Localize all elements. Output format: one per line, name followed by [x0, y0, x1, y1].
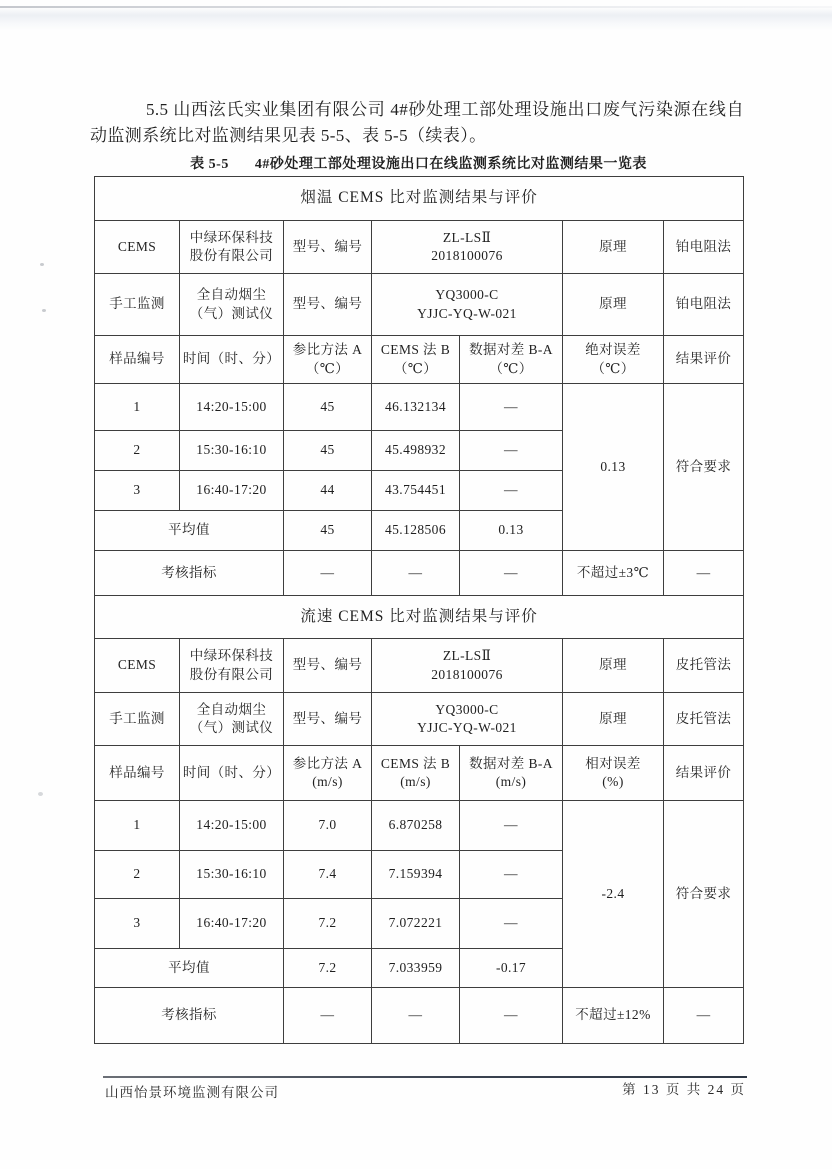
model-label: 型号、编号	[284, 639, 372, 693]
cems-company-line1: 中绿环保科技	[189, 648, 274, 664]
scan-speck	[40, 263, 44, 266]
time-range: 15:30-16:10	[180, 431, 284, 471]
table-row	[95, 384, 744, 431]
col-error-unit: (%)	[602, 774, 624, 789]
col-ref-unit: （℃）	[305, 360, 350, 376]
result-merged-value: 符合要求	[664, 801, 744, 988]
cems-model-line2: 2018100076	[431, 666, 503, 682]
assessment-result: —	[664, 988, 744, 1044]
col-error-unit: （℃）	[591, 360, 635, 376]
col-ref	[284, 336, 372, 384]
time-range: 16:40-17:20	[180, 899, 284, 949]
table-caption-title: 4#砂处理工部处理设施出口在线监测系统比对监测结果一览表	[254, 157, 647, 172]
col-time: 时间（时、分）	[180, 336, 284, 384]
assessment-dash: —	[460, 551, 563, 596]
manual-company	[180, 274, 284, 336]
manual-company	[180, 693, 284, 746]
cems-value: 46.132134	[372, 384, 460, 431]
table-caption-label: 表 5-5	[190, 157, 229, 172]
principle-label: 原理	[563, 221, 664, 274]
col-diff	[460, 746, 563, 801]
time-range: 14:20-15:00	[180, 384, 284, 431]
manual-label: 手工监测	[95, 274, 180, 336]
cems-model-line2: 2018100076	[431, 248, 503, 263]
ref-value: 44	[284, 471, 372, 511]
cems-principle: 铂电阻法	[664, 221, 744, 274]
col-ref-unit: (m/s)	[312, 774, 343, 789]
section2-title: 流速 CEMS 比对监测结果与评价	[95, 596, 744, 639]
scan-edge-line	[0, 6, 832, 8]
diff-value: —	[460, 384, 563, 431]
assessment-dash: —	[372, 988, 460, 1044]
manual-company-line1: 全自动烟尘	[196, 287, 267, 303]
cems-company-line2: 股份有限公司	[189, 248, 274, 263]
cems-model-line1: ZL-LSⅡ	[442, 229, 492, 245]
ref-value: 45	[284, 431, 372, 471]
col-ref-name: 参比方法 A	[292, 342, 363, 358]
model-label: 型号、编号	[284, 274, 372, 336]
average-cems: 45.128506	[372, 511, 460, 551]
comparison-table	[94, 176, 744, 1044]
manual-principle: 铂电阻法	[664, 274, 744, 336]
table-row	[95, 801, 744, 851]
average-label: 平均值	[95, 949, 284, 988]
average-ref: 7.2	[284, 949, 372, 988]
diff-value: —	[460, 899, 563, 949]
diff-value: —	[460, 851, 563, 899]
average-cems: 7.033959	[372, 949, 460, 988]
diff-value: —	[460, 801, 563, 851]
assessment-dash: —	[284, 988, 372, 1044]
cems-value: 7.072221	[372, 899, 460, 949]
manual-company-line1: 全自动烟尘	[196, 701, 267, 717]
error-merged-value: 0.13	[563, 384, 664, 551]
cems-company	[180, 221, 284, 274]
manual-model-line2: YJJC-YQ-W-021	[417, 720, 517, 735]
sample-no: 3	[95, 899, 180, 949]
section2-header-row	[95, 746, 744, 801]
intro-paragraph: 5.5 山西泫氏实业集团有限公司 4#砂处理工部处理设施出口废气污染源在线自动监测系统比对监测结果见表 5-5、表 5-5（续表）。	[90, 100, 744, 145]
table-caption	[94, 153, 743, 173]
average-label: 平均值	[95, 511, 284, 551]
manual-model	[372, 274, 563, 336]
scan-edge-artifact	[0, 7, 832, 31]
col-error-name: 相对误差	[585, 755, 641, 771]
principle-label: 原理	[563, 274, 664, 336]
cems-model	[372, 639, 563, 693]
col-cems-unit: (m/s)	[400, 774, 431, 789]
assessment-label: 考核指标	[95, 551, 284, 596]
model-label: 型号、编号	[284, 693, 372, 746]
sample-no: 1	[95, 384, 180, 431]
col-result: 结果评价	[664, 336, 744, 384]
cems-label: CEMS	[95, 221, 180, 274]
manual-model	[372, 693, 563, 746]
ref-value: 7.4	[284, 851, 372, 899]
col-diff-name: 数据对差 B-A	[469, 342, 553, 358]
assessment-row	[95, 551, 744, 596]
assessment-result: —	[664, 551, 744, 596]
cems-value: 7.159394	[372, 851, 460, 899]
section2-cems-equipment-row	[95, 639, 744, 693]
scan-speck	[38, 792, 43, 796]
col-ref-name: 参比方法 A	[292, 755, 363, 771]
cems-company-line2: 股份有限公司	[189, 666, 274, 682]
col-error-name: 绝对误差	[585, 342, 641, 358]
time-range: 16:40-17:20	[180, 471, 284, 511]
cems-value: 45.498932	[372, 431, 460, 471]
average-diff: -0.17	[460, 949, 563, 988]
cems-value: 6.870258	[372, 801, 460, 851]
section2-manual-equipment-row	[95, 693, 744, 746]
cems-model	[372, 221, 563, 274]
col-diff-unit: （℃）	[489, 360, 533, 376]
col-diff-name: 数据对差 B-A	[469, 755, 553, 771]
principle-label: 原理	[563, 639, 664, 693]
col-sample: 样品编号	[95, 746, 180, 801]
col-cems-unit: （℃）	[393, 360, 438, 376]
time-range: 15:30-16:10	[180, 851, 284, 899]
average-ref: 45	[284, 511, 372, 551]
assessment-label: 考核指标	[95, 988, 284, 1044]
cems-value: 43.754451	[372, 471, 460, 511]
section1-header-row	[95, 336, 744, 384]
assessment-dash: —	[372, 551, 460, 596]
error-merged-value: -2.4	[563, 801, 664, 988]
manual-principle: 皮托管法	[664, 693, 744, 746]
col-cems-name: CEMS 法 B	[380, 342, 451, 358]
average-diff: 0.13	[460, 511, 563, 551]
manual-company-line2: （气）测试仪	[189, 720, 274, 735]
footer-company: 山西怡景环境监测有限公司	[105, 1085, 279, 1100]
diff-value: —	[460, 431, 563, 471]
col-ref	[284, 746, 372, 801]
manual-company-line2: （气）测试仪	[189, 305, 274, 321]
model-label: 型号、编号	[284, 221, 372, 274]
cems-company-line1: 中绿环保科技	[189, 229, 274, 245]
col-diff-unit: (m/s)	[495, 774, 527, 789]
col-cems	[372, 746, 460, 801]
section2-title-row	[95, 596, 744, 639]
sample-no: 2	[95, 431, 180, 471]
col-sample: 样品编号	[95, 336, 180, 384]
sample-no: 3	[95, 471, 180, 511]
col-time: 时间（时、分）	[180, 746, 284, 801]
cems-company	[180, 639, 284, 693]
principle-label: 原理	[563, 693, 664, 746]
result-merged-value: 符合要求	[664, 384, 744, 551]
diff-value: —	[460, 471, 563, 511]
col-result: 结果评价	[664, 746, 744, 801]
col-cems	[372, 336, 460, 384]
sample-no: 1	[95, 801, 180, 851]
manual-model-line2: YJJC-YQ-W-021	[417, 305, 517, 321]
manual-model-line1: YQ3000-C	[435, 287, 499, 303]
section1-manual-equipment-row	[95, 274, 744, 336]
assessment-dash: —	[284, 551, 372, 596]
time-range: 14:20-15:00	[180, 801, 284, 851]
ref-value: 7.2	[284, 899, 372, 949]
assessment-row	[95, 988, 744, 1044]
col-error	[563, 746, 664, 801]
scan-speck	[42, 309, 46, 312]
footer-page-number: 第 13 页 共 24 页	[622, 1082, 746, 1097]
manual-model-line1: YQ3000-C	[435, 701, 499, 717]
cems-principle: 皮托管法	[664, 639, 744, 693]
cems-label: CEMS	[95, 639, 180, 693]
assessment-dash: —	[460, 988, 563, 1044]
section1-title-row	[95, 177, 744, 221]
assessment-limit: 不超过±12%	[563, 988, 664, 1044]
ref-value: 45	[284, 384, 372, 431]
sample-no: 2	[95, 851, 180, 899]
cems-model-line1: ZL-LSⅡ	[442, 648, 492, 664]
ref-value: 7.0	[284, 801, 372, 851]
section1-cems-equipment-row	[95, 221, 744, 274]
col-diff	[460, 336, 563, 384]
assessment-limit: 不超过±3℃	[563, 551, 664, 596]
manual-label: 手工监测	[95, 693, 180, 746]
section1-title: 烟温 CEMS 比对监测结果与评价	[95, 177, 744, 221]
col-error	[563, 336, 664, 384]
col-cems-name: CEMS 法 B	[380, 755, 451, 771]
